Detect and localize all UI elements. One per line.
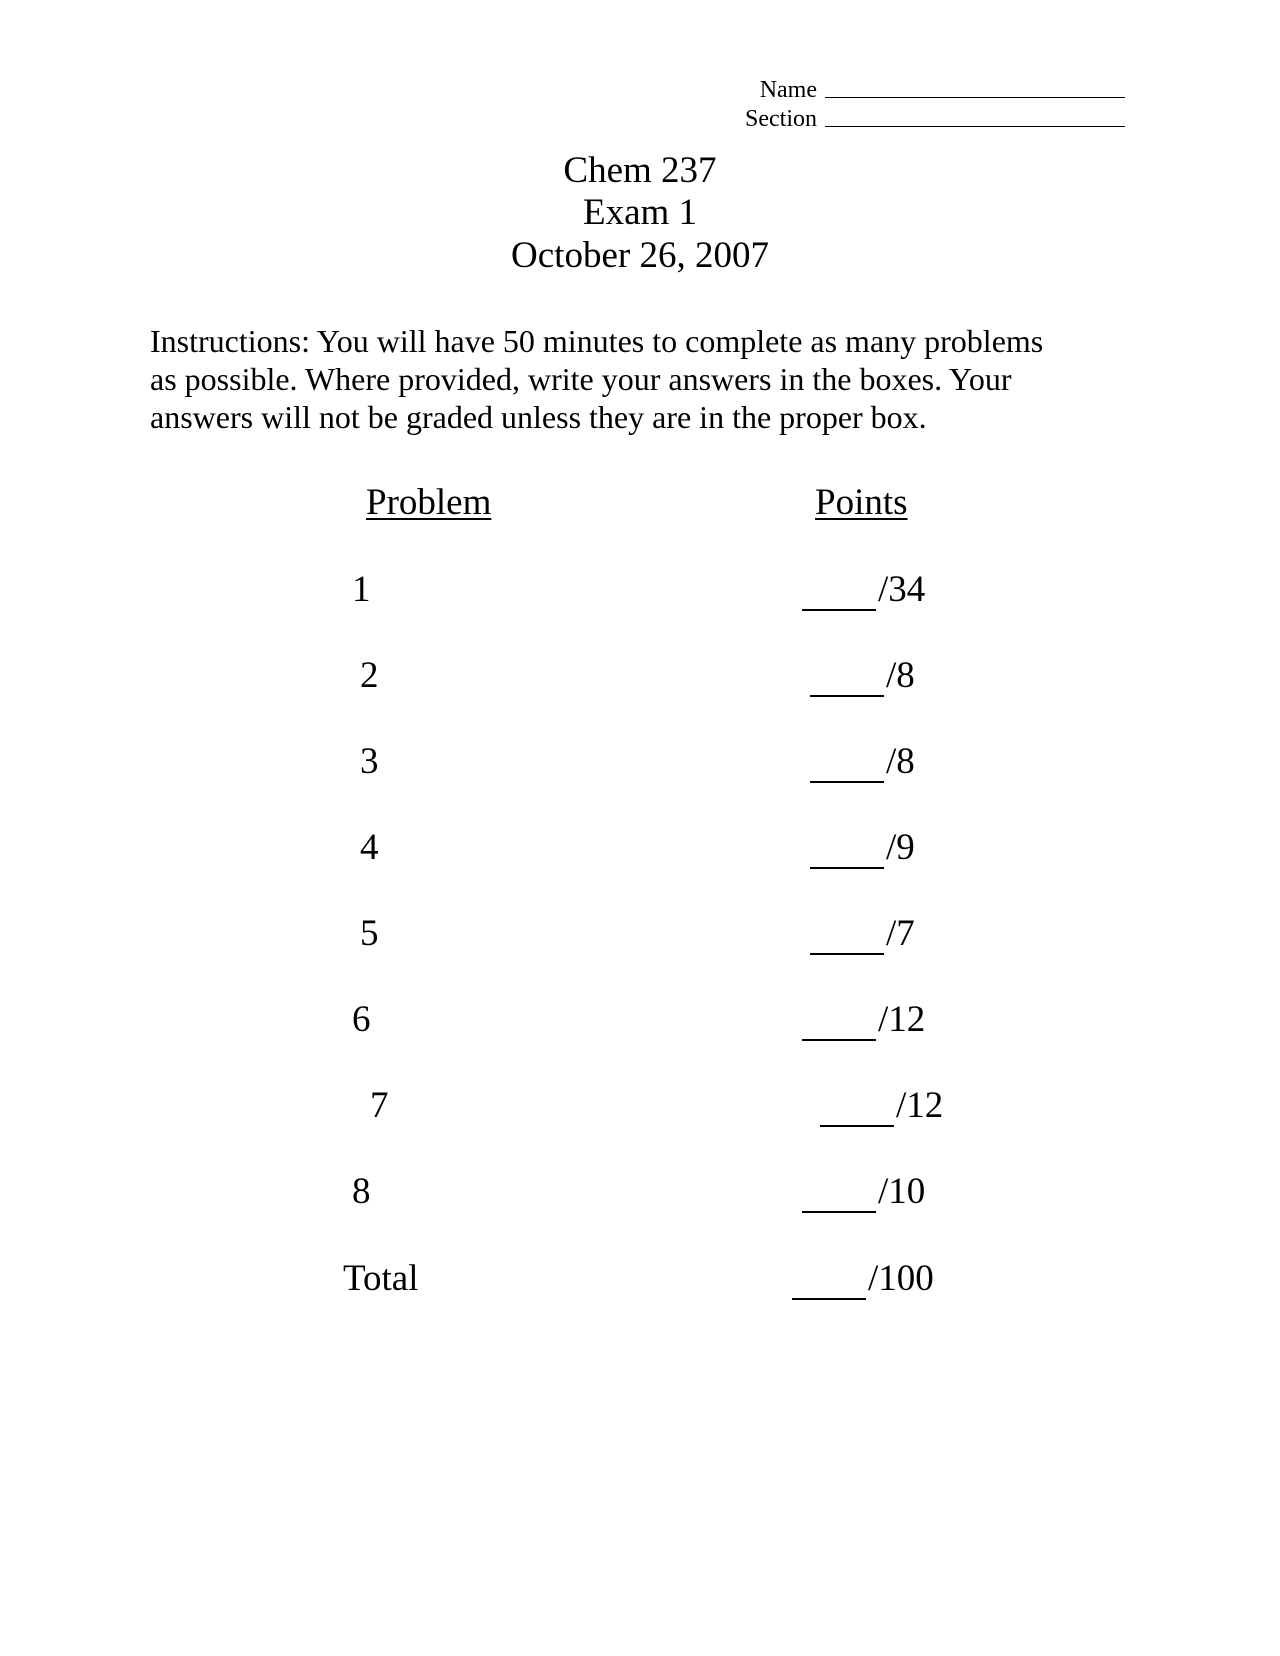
total-label: Total bbox=[343, 1258, 419, 1299]
problem-number: 7 bbox=[370, 1085, 389, 1126]
score-blank[interactable] bbox=[810, 833, 884, 869]
score-entry[interactable] bbox=[802, 999, 925, 1041]
section-field[interactable] bbox=[727, 105, 1127, 133]
score-blank[interactable] bbox=[810, 919, 884, 955]
problem-number: 4 bbox=[360, 827, 379, 868]
instructions-paragraph bbox=[150, 322, 1110, 436]
score-blank[interactable] bbox=[810, 661, 884, 697]
max-points: /9 bbox=[886, 827, 915, 868]
problem-column-header: Problem bbox=[366, 482, 492, 523]
problem-number: 6 bbox=[352, 999, 371, 1040]
score-blank[interactable] bbox=[802, 1177, 876, 1213]
problem-number: 2 bbox=[360, 655, 379, 696]
max-points: /12 bbox=[878, 999, 926, 1040]
course-title: Chem 237 bbox=[563, 150, 717, 191]
score-blank[interactable] bbox=[802, 1005, 876, 1041]
instructions-line: Instructions: You will have 50 minutes to complete as many problems bbox=[150, 323, 1044, 359]
name-field[interactable] bbox=[727, 76, 1127, 104]
problem-number: 1 bbox=[352, 569, 371, 610]
score-entry[interactable] bbox=[810, 655, 915, 697]
exam-title: Exam 1 bbox=[582, 192, 698, 233]
max-points: /7 bbox=[886, 913, 915, 954]
problem-number: 5 bbox=[360, 913, 379, 954]
score-blank[interactable] bbox=[810, 747, 884, 783]
section-blank-line[interactable] bbox=[825, 126, 1125, 127]
score-entry[interactable] bbox=[810, 913, 915, 955]
max-points: /8 bbox=[886, 741, 915, 782]
total-score-entry[interactable] bbox=[792, 1258, 934, 1300]
points-column-header: Points bbox=[815, 482, 908, 523]
name-label: Name bbox=[759, 77, 817, 103]
problem-number: 3 bbox=[360, 741, 379, 782]
max-points: /10 bbox=[878, 1171, 926, 1212]
instructions-line: as possible. Where provided, write your answers in the boxes. Your bbox=[150, 361, 1012, 397]
instructions-line: answers will not be graded unless they are in the proper box. bbox=[150, 399, 927, 435]
max-points: /34 bbox=[878, 569, 926, 610]
score-entry[interactable] bbox=[802, 569, 925, 611]
max-points: /100 bbox=[868, 1258, 934, 1299]
score-blank[interactable] bbox=[820, 1091, 894, 1127]
max-points: /12 bbox=[896, 1085, 944, 1126]
max-points: /8 bbox=[886, 655, 915, 696]
section-label: Section bbox=[745, 106, 817, 132]
score-blank[interactable] bbox=[792, 1264, 866, 1300]
name-blank-line[interactable] bbox=[825, 97, 1125, 98]
score-entry[interactable] bbox=[802, 1171, 925, 1213]
score-entry[interactable] bbox=[820, 1085, 943, 1127]
problem-number: 8 bbox=[352, 1171, 371, 1212]
score-entry[interactable] bbox=[810, 827, 915, 869]
score-entry[interactable] bbox=[810, 741, 915, 783]
score-blank[interactable] bbox=[802, 575, 876, 611]
exam-date: October 26, 2007 bbox=[511, 235, 769, 276]
